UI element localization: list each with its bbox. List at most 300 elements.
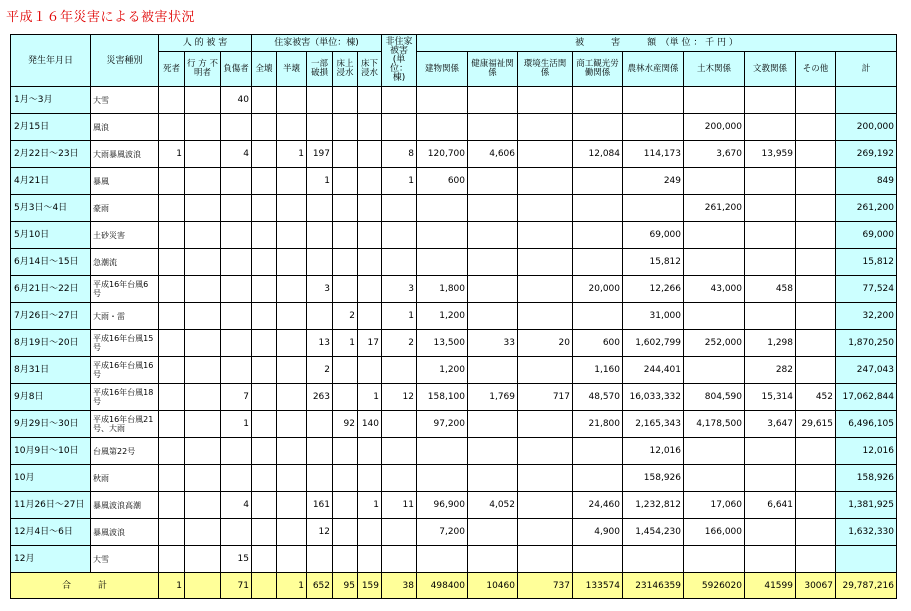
cell-value (252, 411, 277, 438)
cell-value (185, 330, 221, 357)
cell-value (252, 357, 277, 384)
row-type: 暴風波浪高潮 (91, 492, 159, 519)
row-total: 200,000 (836, 114, 897, 141)
cell-value (623, 546, 684, 573)
cell-value (358, 141, 382, 168)
table-row (11, 357, 897, 384)
cell-value (518, 87, 573, 114)
cell-value: 1,602,799 (623, 330, 684, 357)
cell-value (573, 438, 623, 465)
cell-value (221, 303, 252, 330)
cell-value (159, 222, 185, 249)
cell-value: 13 (307, 330, 333, 357)
cell-value (573, 114, 623, 141)
cell-value (252, 303, 277, 330)
cell-value: 40 (221, 87, 252, 114)
cell-value: 97,200 (417, 411, 468, 438)
cell-value (221, 249, 252, 276)
cell-value (573, 222, 623, 249)
cell-value (468, 222, 518, 249)
cell-value (333, 276, 358, 303)
cell-value (796, 276, 836, 303)
cell-value: 31,000 (623, 303, 684, 330)
cell-value (307, 411, 333, 438)
cell-value (573, 546, 623, 573)
cell-value (417, 249, 468, 276)
cell-value (417, 195, 468, 222)
cell-value (573, 249, 623, 276)
cell-value (684, 546, 745, 573)
cell-value: 4,178,500 (684, 411, 745, 438)
cell-value: 11 (382, 492, 417, 519)
row-type: 大雨暴風波浪 (91, 141, 159, 168)
table-row (11, 276, 897, 303)
cell-value: 1 (382, 168, 417, 195)
cell-value: 17 (358, 330, 382, 357)
cell-value (185, 168, 221, 195)
table-row (11, 87, 897, 114)
cell-value (684, 438, 745, 465)
cell-value (159, 87, 185, 114)
header-sub: 一部破損 (307, 52, 333, 87)
cell-value (277, 330, 307, 357)
cell-value (518, 519, 573, 546)
cell-value: 17,060 (684, 492, 745, 519)
cell-value (468, 249, 518, 276)
cell-value (333, 249, 358, 276)
cell-value (796, 492, 836, 519)
cell-value (252, 465, 277, 492)
cell-value (796, 546, 836, 573)
cell-value (358, 303, 382, 330)
row-date: 8月31日 (11, 357, 91, 384)
cell-value (252, 519, 277, 546)
cell-value (382, 222, 417, 249)
cell-value (185, 519, 221, 546)
cell-value (468, 465, 518, 492)
row-total: 17,062,844 (836, 384, 897, 411)
cell-value: 21,800 (573, 411, 623, 438)
cell-value (333, 546, 358, 573)
header-sub: 商工観光労働関係 (573, 52, 623, 87)
header-sub: 行 方 不明者 (185, 52, 221, 87)
header-sub: 計 (836, 52, 897, 87)
total-row (11, 573, 897, 599)
cell-value (745, 195, 796, 222)
cell-value (252, 276, 277, 303)
cell-value (684, 249, 745, 276)
cell-value (518, 465, 573, 492)
row-date: 12月4日～6日 (11, 519, 91, 546)
cell-value (252, 546, 277, 573)
cell-value: 1,232,812 (623, 492, 684, 519)
header-sub: 文教関係 (745, 52, 796, 87)
cell-value: 3 (307, 276, 333, 303)
cell-value (684, 357, 745, 384)
row-date: 4月21日 (11, 168, 91, 195)
cell-value (417, 546, 468, 573)
cell-value (252, 168, 277, 195)
cell-value (307, 438, 333, 465)
header-human-damage: 人 的 被 害 (159, 35, 252, 52)
header-sub: 床上浸水 (333, 52, 358, 87)
cell-value (417, 87, 468, 114)
cell-value (358, 519, 382, 546)
cell-value: 8 (382, 141, 417, 168)
cell-value (358, 87, 382, 114)
cell-value (252, 330, 277, 357)
cell-value: 3 (382, 276, 417, 303)
header-sub: 死者 (159, 52, 185, 87)
cell-value (796, 114, 836, 141)
cell-value (518, 411, 573, 438)
cell-value (159, 330, 185, 357)
cell-value: 7,200 (417, 519, 468, 546)
cell-value: 1,769 (468, 384, 518, 411)
cell-value (417, 465, 468, 492)
cell-value (684, 303, 745, 330)
cell-value (185, 384, 221, 411)
cell-value (796, 195, 836, 222)
cell-value (185, 87, 221, 114)
row-date: 11月26日～27日 (11, 492, 91, 519)
cell-value: 12 (307, 519, 333, 546)
cell-value (159, 114, 185, 141)
header-sub: その他 (796, 52, 836, 87)
header-date: 発生年月日 (11, 35, 91, 87)
cell-value (277, 87, 307, 114)
row-type: 台風第22号 (91, 438, 159, 465)
row-type: 大雪 (91, 546, 159, 573)
row-total: 158,926 (836, 465, 897, 492)
table-row (11, 114, 897, 141)
row-total: 261,200 (836, 195, 897, 222)
cell-value (796, 249, 836, 276)
total-cell: 5926020 (684, 573, 745, 599)
table-row (11, 195, 897, 222)
table-row (11, 168, 897, 195)
cell-value (382, 411, 417, 438)
cell-value (185, 276, 221, 303)
cell-value (573, 168, 623, 195)
total-cell: 71 (221, 573, 252, 599)
cell-value (185, 141, 221, 168)
cell-value (518, 357, 573, 384)
cell-value: 2,165,343 (623, 411, 684, 438)
cell-value (252, 222, 277, 249)
cell-value (159, 168, 185, 195)
cell-value (185, 492, 221, 519)
cell-value (796, 438, 836, 465)
table-row (11, 465, 897, 492)
cell-value (684, 168, 745, 195)
cell-value: 1 (307, 168, 333, 195)
cell-value (333, 438, 358, 465)
row-type: 秋雨 (91, 465, 159, 492)
cell-value: 29,615 (796, 411, 836, 438)
cell-value (307, 546, 333, 573)
cell-value (277, 492, 307, 519)
cell-value: 1 (358, 384, 382, 411)
cell-value: 1 (358, 492, 382, 519)
cell-value: 161 (307, 492, 333, 519)
cell-value (382, 357, 417, 384)
cell-value (185, 546, 221, 573)
header-damage-amount: 被 害 額 （単 位 ： 千 円 ） (417, 35, 897, 52)
row-date: 9月29日～30日 (11, 411, 91, 438)
cell-value (745, 87, 796, 114)
cell-value: 452 (796, 384, 836, 411)
cell-value: 261,200 (684, 195, 745, 222)
cell-value (518, 195, 573, 222)
row-total: 32,200 (836, 303, 897, 330)
cell-value (796, 222, 836, 249)
cell-value (159, 276, 185, 303)
cell-value (382, 87, 417, 114)
cell-value (252, 114, 277, 141)
cell-value (333, 492, 358, 519)
cell-value (333, 222, 358, 249)
cell-value (518, 168, 573, 195)
row-total (836, 546, 897, 573)
cell-value: 1,800 (417, 276, 468, 303)
cell-value (333, 141, 358, 168)
cell-value: 96,900 (417, 492, 468, 519)
cell-value (185, 357, 221, 384)
row-total: 69,000 (836, 222, 897, 249)
cell-value (159, 546, 185, 573)
cell-value: 43,000 (684, 276, 745, 303)
cell-value (796, 87, 836, 114)
cell-value (796, 141, 836, 168)
cell-value (518, 222, 573, 249)
cell-value: 12 (382, 384, 417, 411)
cell-value (277, 195, 307, 222)
cell-value (185, 411, 221, 438)
cell-value (518, 249, 573, 276)
row-date: 2月15日 (11, 114, 91, 141)
cell-value: 15 (221, 546, 252, 573)
row-date: 6月21日～22日 (11, 276, 91, 303)
cell-value (307, 114, 333, 141)
cell-value (745, 546, 796, 573)
cell-value (333, 465, 358, 492)
row-type: 平成16年台風6号 (91, 276, 159, 303)
cell-value (277, 465, 307, 492)
cell-value (358, 438, 382, 465)
cell-value (518, 303, 573, 330)
cell-value (358, 276, 382, 303)
cell-value (468, 411, 518, 438)
cell-value (684, 87, 745, 114)
cell-value (333, 168, 358, 195)
cell-value (382, 195, 417, 222)
cell-value (221, 168, 252, 195)
cell-value: 1 (159, 141, 185, 168)
total-cell: 133574 (573, 573, 623, 599)
total-cell: 1 (159, 573, 185, 599)
cell-value (252, 438, 277, 465)
header-nonresidential: 非住家被害(単位：棟) (382, 35, 417, 87)
cell-value (252, 87, 277, 114)
table-row (11, 411, 897, 438)
cell-value (796, 465, 836, 492)
cell-value (623, 114, 684, 141)
row-date: 1月～3月 (11, 87, 91, 114)
total-cell: 23146359 (623, 573, 684, 599)
cell-value (796, 330, 836, 357)
row-date: 7月26日～27日 (11, 303, 91, 330)
cell-value (382, 438, 417, 465)
row-total: 1,870,250 (836, 330, 897, 357)
cell-value: 114,173 (623, 141, 684, 168)
cell-value (382, 114, 417, 141)
cell-value: 717 (518, 384, 573, 411)
cell-value: 4 (221, 492, 252, 519)
table-row (11, 222, 897, 249)
cell-value (277, 519, 307, 546)
header-sub: 全壊 (252, 52, 277, 87)
header-house-damage: 住家被害（単位：棟) (252, 35, 382, 52)
cell-value: 1 (333, 330, 358, 357)
cell-value (573, 87, 623, 114)
cell-value (623, 87, 684, 114)
cell-value: 12,084 (573, 141, 623, 168)
cell-value (518, 114, 573, 141)
cell-value: 158,100 (417, 384, 468, 411)
cell-value (221, 357, 252, 384)
cell-value (518, 546, 573, 573)
cell-value (358, 546, 382, 573)
cell-value (185, 465, 221, 492)
cell-value (468, 357, 518, 384)
cell-value (518, 438, 573, 465)
row-total: 1,632,330 (836, 519, 897, 546)
cell-value (468, 114, 518, 141)
row-type: 大雪 (91, 87, 159, 114)
cell-value (221, 465, 252, 492)
cell-value (796, 168, 836, 195)
header-row-groups (11, 35, 897, 52)
cell-value: 4 (221, 141, 252, 168)
total-cell: 737 (518, 573, 573, 599)
cell-value (684, 465, 745, 492)
cell-value (382, 546, 417, 573)
cell-value (468, 168, 518, 195)
cell-value (159, 465, 185, 492)
cell-value (468, 546, 518, 573)
cell-value: 2 (307, 357, 333, 384)
cell-value (745, 249, 796, 276)
cell-value: 252,000 (684, 330, 745, 357)
cell-value (252, 195, 277, 222)
row-type: 平成16年台風15号 (91, 330, 159, 357)
header-sub: 建物関係 (417, 52, 468, 87)
cell-value: 197 (307, 141, 333, 168)
row-total: 269,192 (836, 141, 897, 168)
total-cell: 41599 (745, 573, 796, 599)
cell-value (159, 492, 185, 519)
cell-value: 16,033,332 (623, 384, 684, 411)
total-cell: 10460 (468, 573, 518, 599)
cell-value (468, 276, 518, 303)
cell-value (252, 492, 277, 519)
row-type: 暴風波浪 (91, 519, 159, 546)
header-sub: 床下浸水 (358, 52, 382, 87)
header-type: 災害種別 (91, 35, 159, 87)
cell-value (518, 141, 573, 168)
total-cell: 498400 (417, 573, 468, 599)
table-row (11, 384, 897, 411)
cell-value (684, 222, 745, 249)
cell-value: 166,000 (684, 519, 745, 546)
cell-value: 12,016 (623, 438, 684, 465)
row-date: 6月14日～15日 (11, 249, 91, 276)
cell-value (307, 222, 333, 249)
cell-value (277, 438, 307, 465)
cell-value (221, 330, 252, 357)
cell-value (307, 249, 333, 276)
cell-value (745, 303, 796, 330)
cell-value (277, 276, 307, 303)
cell-value: 1 (221, 411, 252, 438)
cell-value (277, 384, 307, 411)
cell-value (333, 87, 358, 114)
cell-value: 15,812 (623, 249, 684, 276)
cell-value (307, 303, 333, 330)
cell-value: 1 (277, 141, 307, 168)
cell-value (221, 222, 252, 249)
cell-value (382, 465, 417, 492)
row-type: 急潮流 (91, 249, 159, 276)
total-cell: 29,787,216 (836, 573, 897, 599)
table-row (11, 438, 897, 465)
cell-value (745, 519, 796, 546)
cell-value (468, 195, 518, 222)
cell-value: 1 (382, 303, 417, 330)
cell-value (796, 303, 836, 330)
cell-value: 15,314 (745, 384, 796, 411)
cell-value (358, 222, 382, 249)
cell-value (382, 249, 417, 276)
cell-value (745, 222, 796, 249)
cell-value (358, 249, 382, 276)
header-sub: 土木関係 (684, 52, 745, 87)
cell-value (573, 195, 623, 222)
cell-value (221, 438, 252, 465)
header-sub: 負傷者 (221, 52, 252, 87)
row-date: 9月8日 (11, 384, 91, 411)
row-total: 6,496,105 (836, 411, 897, 438)
table-row (11, 330, 897, 357)
cell-value (358, 357, 382, 384)
cell-value (796, 357, 836, 384)
cell-value: 3,670 (684, 141, 745, 168)
cell-value: 20 (518, 330, 573, 357)
total-cell: 38 (382, 573, 417, 599)
cell-value (417, 222, 468, 249)
cell-value (185, 222, 221, 249)
cell-value: 48,570 (573, 384, 623, 411)
row-total (836, 87, 897, 114)
cell-value: 804,590 (684, 384, 745, 411)
cell-value (518, 276, 573, 303)
row-date: 12月 (11, 546, 91, 573)
cell-value (468, 303, 518, 330)
total-cell (185, 573, 221, 599)
cell-value (221, 519, 252, 546)
cell-value (185, 249, 221, 276)
